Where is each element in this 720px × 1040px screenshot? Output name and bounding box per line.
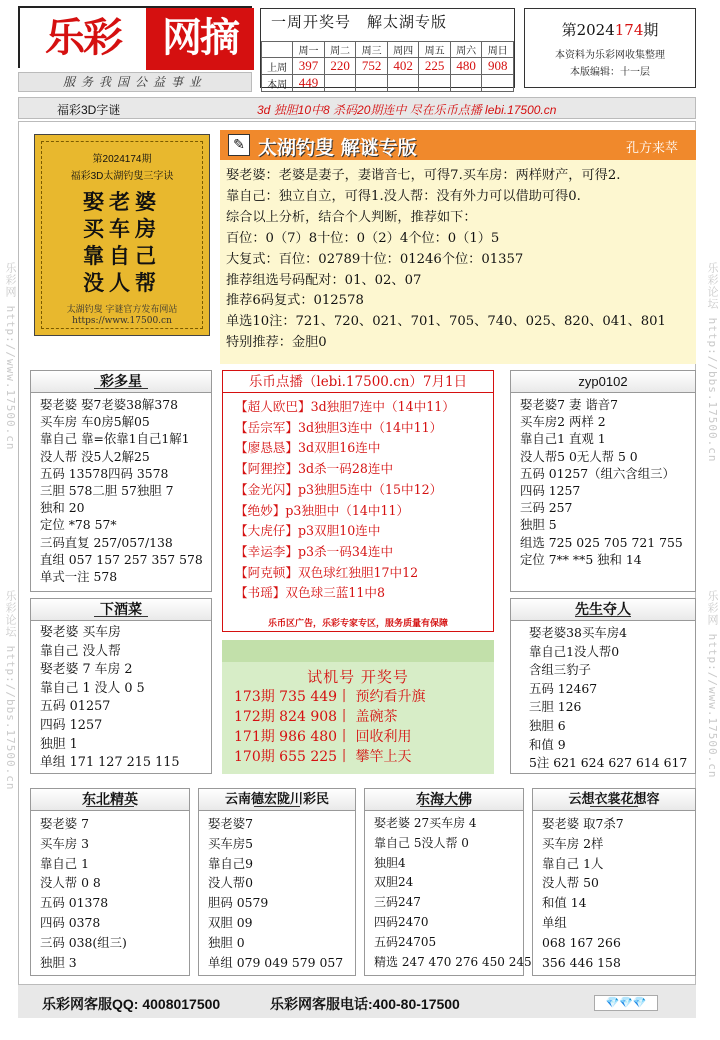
lebi-lines xyxy=(223,393,493,604)
box-lines: 娶老婆 买车房 靠自己 没人帮 娶老婆 7 车房 2 靠自己 1 没人 0 5 五码 01257 四码 1257 独胆 1 单组 171 127 215 115 xyxy=(40,625,180,771)
draw-title: 一周开奖号 解太湖专版 xyxy=(271,13,448,31)
slogan: 服务我国公益事业 xyxy=(18,72,252,92)
riddle-card xyxy=(34,134,210,336)
box-xiansheng xyxy=(510,598,696,774)
box-title: 云想衣裳花想容 xyxy=(533,789,695,811)
day-header: 周四 xyxy=(387,42,419,58)
box-donghai xyxy=(364,788,532,976)
expert-link[interactable]: 【岳宗军】3d独胆3连中（14中11） xyxy=(235,419,443,435)
page-footer xyxy=(18,984,696,1018)
row-label-last-week: 上周 xyxy=(262,58,293,75)
box-zyp0102 xyxy=(510,370,696,592)
draw-number xyxy=(324,75,356,92)
draw-number: 449 xyxy=(293,75,325,92)
box-lines: 娶老婆 27买车房 4 靠自己 5没人帮 0 独胆4 双胆24 三码247 四码2470 五码24705 精选 247 470 276 450 245 xyxy=(374,816,532,969)
trial-lines: 173期 735 449丨 预约看升旗 172期 824 908丨 盖碗茶 171期 986 480丨 回收利用 170期 655 225丨 攀竿上天 xyxy=(234,689,426,765)
box-caiduoxing xyxy=(30,370,212,592)
issue-note-1: 本资料为乐彩网收集整理 xyxy=(555,50,665,61)
section-label: 福彩3D字谜 xyxy=(57,103,121,117)
service-phone: 乐彩网客服电话:400-80-17500 xyxy=(270,996,460,1012)
article-title: 太湖钓叟 解谜专版 xyxy=(258,137,417,159)
lebi-title[interactable]: 乐币点播（lebi.17500.cn）7月1日 xyxy=(223,371,493,393)
box-lines: 娶老婆7 妻 谐音7 买车房2 两样 2 靠自己1 直观 1 没人帮5 0无人帮 5 0 五码 01257（组六含组三） 四码 1257 三码 257 独胆 5 组选 725 025 705 721 755 定位 7** **5 独和 14 xyxy=(520,397,683,567)
lebi-footer: 乐币区广告，乐彩专家专区，服务质量有保障 xyxy=(267,619,448,629)
box-title: zyp0102 xyxy=(511,371,695,393)
draw-number xyxy=(356,75,388,92)
site-logo[interactable] xyxy=(18,6,252,68)
box-lines: 娶老婆 娶7老婆38解378 买车房 车0房5解05 靠自己 靠=依靠1自己1解1 没人帮 没5人2解25 五码 13578四码 3578 三胆 578二胆 57独胆 7 独和 20 定位 *78 57* 三码直复 257/057/138 直组 057 157 257 357 578 单式一注 578 xyxy=(40,397,203,585)
draw-table xyxy=(261,41,514,92)
article-author: 孔方来萃 xyxy=(625,141,678,156)
lebi-broadcast-box xyxy=(222,370,494,632)
day-header: 周五 xyxy=(419,42,451,58)
weekly-draw-box xyxy=(260,8,515,91)
box-title: 先生夺人 xyxy=(511,599,695,621)
promo-link[interactable]: 3d 独胆10中8 杀码20期连中 尽在乐币点播 lebi.17500.cn xyxy=(257,103,557,117)
draw-number: 908 xyxy=(482,58,514,75)
article-header xyxy=(220,130,696,160)
box-lines: 娶老婆 7 买车房 3 靠自己 1 没人帮 0 8 五码 01378 四码 0378 三码 038(组三) 独胆 3 xyxy=(40,816,127,970)
expert-link[interactable]: 【金光闪】p3独胆5连中（15中12） xyxy=(235,481,443,497)
side-watermark-right-bottom: 乐彩网 http://www.17500.cn xyxy=(706,590,719,779)
issue-number: 第2024174期 xyxy=(561,21,659,39)
side-watermark-left-top: 乐彩网 http://www.17500.cn xyxy=(4,262,17,451)
expert-link[interactable]: 【超人欧巴】3d独胆7连中（14中11） xyxy=(235,399,455,414)
box-title: 彩多星 xyxy=(31,371,211,393)
day-header: 周二 xyxy=(324,42,356,58)
draw-number: 225 xyxy=(419,58,451,75)
day-header: 周三 xyxy=(356,42,388,58)
riddle-subtitle: 福彩3D太湖钓叟三字诀 xyxy=(70,171,174,182)
draw-number: 480 xyxy=(450,58,482,75)
draw-number xyxy=(482,75,514,92)
draw-number: 752 xyxy=(356,58,388,75)
day-header: 周六 xyxy=(450,42,482,58)
expert-link[interactable]: 【阿克顿】双色球红独胆17中12 xyxy=(235,564,419,580)
row-label-this-week: 本周 xyxy=(262,75,293,92)
box-yunnan xyxy=(198,788,356,976)
trial-number-box xyxy=(222,640,494,774)
scroll-icon: ✎ xyxy=(228,134,250,156)
riddle-poem: 娶老婆 买车房 靠自己 没人帮 xyxy=(83,189,161,295)
box-lines: 娶老婆7 买车房5 靠自己9 没人帮0 胆码 0579 双胆 09 独胆 0 单组 079 049 579 057 xyxy=(208,816,344,970)
box-yunxiang xyxy=(532,788,696,976)
expert-link[interactable]: 【幸运李】p3杀一码34连中 xyxy=(235,543,394,559)
service-qq: 乐彩网客服QQ: 4008017500 xyxy=(42,996,221,1012)
box-title: 云南德宏陇川彩民 xyxy=(199,789,355,811)
draw-number: 397 xyxy=(293,58,325,75)
expert-link[interactable]: 【廖恳恳】3d双胆16连中 xyxy=(235,440,381,456)
day-header: 周一 xyxy=(293,42,325,58)
diamond-icon: 💎💎💎 xyxy=(594,995,658,1011)
issue-box xyxy=(524,8,696,88)
draw-number: 220 xyxy=(324,58,356,75)
riddle-footer-1: 太湖钓叟 字谜官方发布网站 xyxy=(66,305,178,315)
box-lines: 娶老婆 取7杀7 买车房 2样 靠自己 1人 没人帮 50 和值 14 单组 068 167 266 356 446 158 xyxy=(542,816,624,970)
box-xiajiucai xyxy=(30,598,212,774)
side-watermark-right-top: 乐彩论坛 http://bbs.17500.cn xyxy=(706,262,719,463)
box-title: 东北精英 xyxy=(31,789,189,811)
draw-number: 402 xyxy=(387,58,419,75)
expert-link[interactable]: 【书瑶】双色球三蓝11中8 xyxy=(235,585,385,601)
draw-number xyxy=(419,75,451,92)
expert-link[interactable]: 【绝妙】p3独胆中（14中11） xyxy=(235,502,410,518)
logo-text-b: 网摘 xyxy=(146,8,254,70)
box-lines: 娶老婆38买车房4 靠自己1没人帮0 含组三豹子 五码 12467 三胆 126 独胆 6 和值 9 5注 621 624 627 614 617 xyxy=(529,625,688,771)
riddle-issue: 第2024174期 xyxy=(92,154,152,165)
trial-title: 试机号 开奖号 xyxy=(307,668,409,686)
box-title: 下酒菜 xyxy=(31,599,211,621)
info-strip xyxy=(18,97,696,119)
box-dongbei xyxy=(30,788,190,976)
riddle-footer-2: https://www.17500.cn xyxy=(72,316,172,326)
issue-note-2: 本版编辑：十一层 xyxy=(570,67,650,78)
draw-number xyxy=(450,75,482,92)
draw-number xyxy=(387,75,419,92)
article-body: 娶老婆：老婆是妻子，妻谐音七，可得7.买车房：两样财产，可得2. 靠自己：独立自立，可得1.没人帮：没有外力可以借助可得0. 综合以上分析，结合个人判断，推荐如下： 百位：0（7）8十位：0（2）4个位：0（1）5 大复式：百位：02789十位：01246个位：01357 推荐组选号码配对：01、02、07 推荐6码复式：012578 单选10注：721、720、021、701、705、740、025、820、041、801 特别推荐：金胆0 xyxy=(226,168,666,351)
side-watermark-left-bottom: 乐彩论坛 http://bbs.17500.cn xyxy=(4,590,17,791)
logo-text-a: 乐彩 xyxy=(20,8,146,70)
box-title: 东海大佛 xyxy=(365,789,523,811)
expert-link[interactable]: 【阿狸控】3d杀一码28连中 xyxy=(235,461,394,477)
analysis-article xyxy=(220,130,696,364)
day-header: 周日 xyxy=(482,42,514,58)
expert-link[interactable]: 【大虎仔】p3双胆10连中 xyxy=(235,523,381,539)
